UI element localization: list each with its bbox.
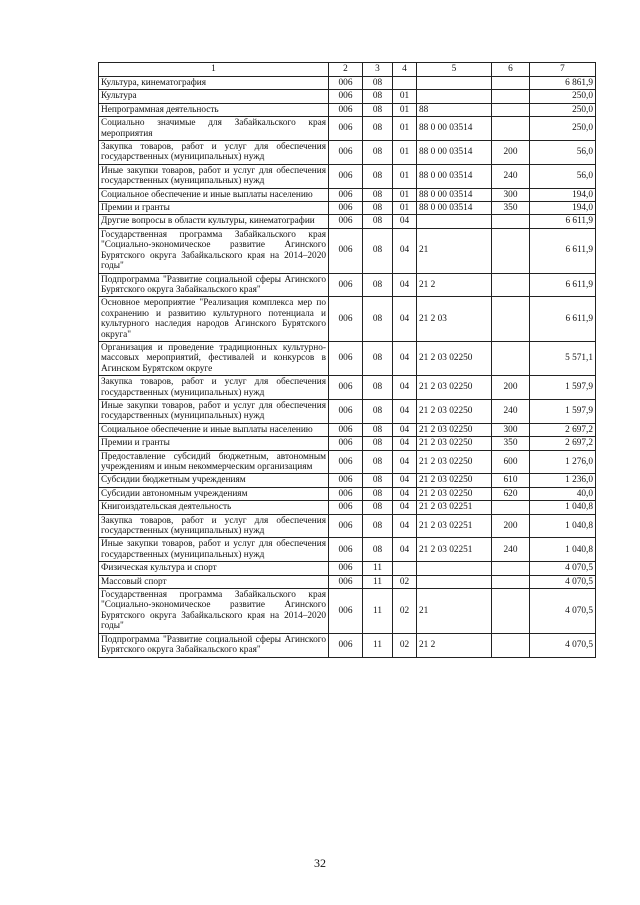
expense-type-cell: 200 (492, 376, 530, 400)
page-number: 32 (314, 856, 326, 870)
section-code-cell: 08 (363, 90, 393, 103)
subsection-code-cell: 04 (393, 487, 417, 500)
row-name-cell: Подпрограмма "Развитие социальной сферы Агинского Бурятского округа Забайкальского края" (99, 273, 329, 297)
section-code-cell: 08 (363, 164, 393, 188)
amount-cell: 2 697,2 (530, 423, 596, 436)
target-article-cell: 21 2 03 02250 (417, 437, 492, 450)
expense-type-cell (492, 90, 530, 103)
target-article-cell (417, 90, 492, 103)
amount-cell: 4 070,5 (530, 562, 596, 575)
ministry-code-cell: 006 (329, 117, 363, 141)
subsection-code-cell: 04 (393, 450, 417, 474)
subsection-code-cell: 04 (393, 228, 417, 273)
ministry-code-cell: 006 (329, 228, 363, 273)
amount-cell: 5 571,1 (530, 341, 596, 375)
header-cell: 7 (530, 63, 596, 77)
expense-type-cell (492, 297, 530, 342)
expense-type-cell: 620 (492, 487, 530, 500)
table-row (99, 228, 596, 273)
amount-cell: 194,0 (530, 202, 596, 215)
ministry-code-cell: 006 (329, 376, 363, 400)
subsection-code-cell: 04 (393, 341, 417, 375)
target-article-cell: 21 2 03 02250 (417, 376, 492, 400)
amount-cell: 6 611,9 (530, 215, 596, 228)
row-name-cell: Культура, кинематография (99, 77, 329, 90)
subsection-code-cell: 02 (393, 589, 417, 634)
expense-type-cell: 200 (492, 514, 530, 538)
expense-type-cell (492, 633, 530, 657)
row-name-cell: Книгоиздательская деятельность (99, 501, 329, 514)
ministry-code-cell: 006 (329, 77, 363, 90)
amount-cell: 250,0 (530, 90, 596, 103)
amount-cell: 6 611,9 (530, 228, 596, 273)
table-body (99, 63, 596, 658)
expense-type-cell (492, 562, 530, 575)
amount-cell: 6 861,9 (530, 77, 596, 90)
table-row (99, 487, 596, 500)
header-row (99, 63, 596, 77)
subsection-code-cell: 01 (393, 90, 417, 103)
amount-cell: 1 276,0 (530, 450, 596, 474)
table-row (99, 514, 596, 538)
amount-cell: 1 236,0 (530, 474, 596, 487)
row-name-cell: Социальное обеспечение и иные выплаты населению (99, 423, 329, 436)
section-code-cell: 08 (363, 501, 393, 514)
target-article-cell: 21 2 03 02250 (417, 399, 492, 423)
amount-cell: 1 597,9 (530, 376, 596, 400)
table-row (99, 376, 596, 400)
amount-cell: 1 040,8 (530, 501, 596, 514)
table-row (99, 399, 596, 423)
section-code-cell: 08 (363, 103, 393, 116)
amount-cell: 250,0 (530, 117, 596, 141)
target-article-cell: 21 (417, 589, 492, 634)
ministry-code-cell: 006 (329, 164, 363, 188)
table-row (99, 215, 596, 228)
header-cell: 2 (329, 63, 363, 77)
section-code-cell: 08 (363, 538, 393, 562)
target-article-cell: 21 2 (417, 273, 492, 297)
expense-type-cell: 600 (492, 450, 530, 474)
target-article-cell: 21 2 03 02250 (417, 474, 492, 487)
amount-cell: 4 070,5 (530, 575, 596, 588)
section-code-cell: 08 (363, 188, 393, 201)
table-row (99, 450, 596, 474)
subsection-code-cell: 04 (393, 437, 417, 450)
ministry-code-cell: 006 (329, 538, 363, 562)
table-row (99, 341, 596, 375)
amount-cell: 56,0 (530, 164, 596, 188)
table-row (99, 90, 596, 103)
amount-cell: 4 070,5 (530, 633, 596, 657)
target-article-cell: 21 2 03 02250 (417, 487, 492, 500)
target-article-cell: 21 2 03 02251 (417, 501, 492, 514)
budget-table (98, 62, 596, 658)
expense-type-cell: 350 (492, 202, 530, 215)
table-row (99, 117, 596, 141)
amount-cell: 1 040,8 (530, 514, 596, 538)
row-name-cell: Социальное обеспечение и иные выплаты населению (99, 188, 329, 201)
subsection-code-cell: 01 (393, 103, 417, 116)
table-row (99, 633, 596, 657)
subsection-code-cell: 02 (393, 633, 417, 657)
target-article-cell: 88 0 00 03514 (417, 141, 492, 165)
expense-type-cell (492, 501, 530, 514)
target-article-cell: 21 2 03 02251 (417, 514, 492, 538)
subsection-code-cell: 04 (393, 423, 417, 436)
table-row (99, 141, 596, 165)
ministry-code-cell: 006 (329, 341, 363, 375)
subsection-code-cell: 04 (393, 538, 417, 562)
row-name-cell: Основное мероприятие "Реализация комплекса мер по сохранению и развитию культурного потенциала и культурного наследия народов Агинского Бурятского округа" (99, 297, 329, 342)
target-article-cell: 21 2 03 02250 (417, 450, 492, 474)
expense-type-cell (492, 228, 530, 273)
expense-type-cell: 610 (492, 474, 530, 487)
ministry-code-cell: 006 (329, 297, 363, 342)
subsection-code-cell: 04 (393, 399, 417, 423)
subsection-code-cell: 02 (393, 575, 417, 588)
table-row (99, 202, 596, 215)
target-article-cell (417, 77, 492, 90)
subsection-code-cell: 01 (393, 188, 417, 201)
expense-type-cell: 350 (492, 437, 530, 450)
row-name-cell: Закупка товаров, работ и услуг для обеспечения государственных (муниципальных) нужд (99, 514, 329, 538)
row-name-cell: Закупка товаров, работ и услуг для обеспечения государственных (муниципальных) нужд (99, 141, 329, 165)
row-name-cell: Премии и гранты (99, 437, 329, 450)
amount-cell: 6 611,9 (530, 273, 596, 297)
target-article-cell (417, 562, 492, 575)
row-name-cell: Непрограммная деятельность (99, 103, 329, 116)
target-article-cell: 21 2 03 (417, 297, 492, 342)
target-article-cell: 21 2 (417, 633, 492, 657)
subsection-code-cell: 04 (393, 297, 417, 342)
section-code-cell: 08 (363, 202, 393, 215)
row-name-cell: Подпрограмма "Развитие социальной сферы Агинского Бурятского округа Забайкальского края" (99, 633, 329, 657)
table-row (99, 297, 596, 342)
target-article-cell (417, 215, 492, 228)
target-article-cell: 88 0 00 03514 (417, 164, 492, 188)
section-code-cell: 08 (363, 117, 393, 141)
section-code-cell: 08 (363, 341, 393, 375)
subsection-code-cell (393, 77, 417, 90)
target-article-cell: 21 2 03 02250 (417, 423, 492, 436)
amount-cell: 6 611,9 (530, 297, 596, 342)
target-article-cell: 21 2 03 02251 (417, 538, 492, 562)
row-name-cell: Государственная программа Забайкальского края "Социально-экономическое развитие Агинского Бурятского округа Забайкальского края на 2014–2020 годы" (99, 228, 329, 273)
row-name-cell: Организация и проведение традиционных культурно-массовых мероприятий, фестивалей и конкурсов в Агинском Бурятском округе (99, 341, 329, 375)
subsection-code-cell: 01 (393, 164, 417, 188)
amount-cell: 1 597,9 (530, 399, 596, 423)
section-code-cell: 11 (363, 633, 393, 657)
row-name-cell: Субсидии автономным учреждениям (99, 487, 329, 500)
amount-cell: 2 697,2 (530, 437, 596, 450)
section-code-cell: 08 (363, 474, 393, 487)
expense-type-cell (492, 341, 530, 375)
table-row (99, 589, 596, 634)
section-code-cell: 08 (363, 297, 393, 342)
amount-cell: 250,0 (530, 103, 596, 116)
table-row (99, 474, 596, 487)
amount-cell: 4 070,5 (530, 589, 596, 634)
row-name-cell: Предоставление субсидий бюджетным, автономным учреждениям и иным некоммерческим организациям (99, 450, 329, 474)
row-name-cell: Иные закупки товаров, работ и услуг для обеспечения государственных (муниципальных) нужд (99, 399, 329, 423)
table-row (99, 273, 596, 297)
expense-type-cell (492, 273, 530, 297)
ministry-code-cell: 006 (329, 273, 363, 297)
ministry-code-cell: 006 (329, 399, 363, 423)
section-code-cell: 08 (363, 376, 393, 400)
expense-type-cell: 240 (492, 538, 530, 562)
table-row (99, 77, 596, 90)
header-cell: 3 (363, 63, 393, 77)
table-row (99, 423, 596, 436)
target-article-cell: 88 0 00 03514 (417, 188, 492, 201)
ministry-code-cell: 006 (329, 202, 363, 215)
amount-cell: 194,0 (530, 188, 596, 201)
subsection-code-cell: 04 (393, 514, 417, 538)
subsection-code-cell: 01 (393, 117, 417, 141)
subsection-code-cell: 01 (393, 202, 417, 215)
row-name-cell: Иные закупки товаров, работ и услуг для обеспечения государственных (муниципальных) нужд (99, 538, 329, 562)
section-code-cell: 08 (363, 487, 393, 500)
ministry-code-cell: 006 (329, 589, 363, 634)
table-row (99, 562, 596, 575)
ministry-code-cell: 006 (329, 474, 363, 487)
expense-type-cell (492, 589, 530, 634)
section-code-cell: 08 (363, 141, 393, 165)
header-cell: 6 (492, 63, 530, 77)
section-code-cell: 08 (363, 437, 393, 450)
ministry-code-cell: 006 (329, 215, 363, 228)
row-name-cell: Социально значимые для Забайкальского края мероприятия (99, 117, 329, 141)
ministry-code-cell: 006 (329, 562, 363, 575)
expense-type-cell (492, 77, 530, 90)
row-name-cell: Физическая культура и спорт (99, 562, 329, 575)
table-row (99, 437, 596, 450)
section-code-cell: 08 (363, 77, 393, 90)
amount-cell: 1 040,8 (530, 538, 596, 562)
subsection-code-cell (393, 562, 417, 575)
table-row (99, 103, 596, 116)
ministry-code-cell: 006 (329, 450, 363, 474)
section-code-cell: 08 (363, 228, 393, 273)
subsection-code-cell: 04 (393, 474, 417, 487)
expense-type-cell: 240 (492, 399, 530, 423)
row-name-cell: Субсидии бюджетным учреждениям (99, 474, 329, 487)
row-name-cell: Закупка товаров, работ и услуг для обеспечения государственных (муниципальных) нужд (99, 376, 329, 400)
section-code-cell: 11 (363, 575, 393, 588)
table-row (99, 538, 596, 562)
row-name-cell: Иные закупки товаров, работ и услуг для обеспечения государственных (муниципальных) нужд (99, 164, 329, 188)
ministry-code-cell: 006 (329, 487, 363, 500)
target-article-cell: 21 (417, 228, 492, 273)
subsection-code-cell: 04 (393, 501, 417, 514)
ministry-code-cell: 006 (329, 423, 363, 436)
header-cell: 4 (393, 63, 417, 77)
ministry-code-cell: 006 (329, 501, 363, 514)
subsection-code-cell: 04 (393, 215, 417, 228)
target-article-cell: 88 (417, 103, 492, 116)
expense-type-cell (492, 117, 530, 141)
table-row (99, 164, 596, 188)
section-code-cell: 08 (363, 423, 393, 436)
row-name-cell: Культура (99, 90, 329, 103)
ministry-code-cell: 006 (329, 633, 363, 657)
expense-type-cell: 200 (492, 141, 530, 165)
section-code-cell: 08 (363, 399, 393, 423)
subsection-code-cell: 04 (393, 376, 417, 400)
table-row (99, 188, 596, 201)
section-code-cell: 08 (363, 273, 393, 297)
ministry-code-cell: 006 (329, 437, 363, 450)
expense-type-cell: 240 (492, 164, 530, 188)
expense-type-cell: 300 (492, 423, 530, 436)
ministry-code-cell: 006 (329, 141, 363, 165)
section-code-cell: 08 (363, 450, 393, 474)
table-row (99, 501, 596, 514)
amount-cell: 56,0 (530, 141, 596, 165)
amount-cell: 40,0 (530, 487, 596, 500)
section-code-cell: 11 (363, 562, 393, 575)
subsection-code-cell: 01 (393, 141, 417, 165)
ministry-code-cell: 006 (329, 188, 363, 201)
target-article-cell: 88 0 00 03514 (417, 117, 492, 141)
subsection-code-cell: 04 (393, 273, 417, 297)
ministry-code-cell: 006 (329, 103, 363, 116)
ministry-code-cell: 006 (329, 514, 363, 538)
row-name-cell: Государственная программа Забайкальского края "Социально-экономическое развитие Агинского Бурятского округа Забайкальского края на 2014–2020 годы" (99, 589, 329, 634)
row-name-cell: Другие вопросы в области культуры, кинематографии (99, 215, 329, 228)
section-code-cell: 08 (363, 514, 393, 538)
expense-type-cell (492, 575, 530, 588)
expense-type-cell (492, 215, 530, 228)
target-article-cell: 88 0 00 03514 (417, 202, 492, 215)
header-cell: 1 (99, 63, 329, 77)
section-code-cell: 08 (363, 215, 393, 228)
ministry-code-cell: 006 (329, 90, 363, 103)
row-name-cell: Массовый спорт (99, 575, 329, 588)
ministry-code-cell: 006 (329, 575, 363, 588)
header-cell: 5 (417, 63, 492, 77)
expense-type-cell (492, 103, 530, 116)
target-article-cell: 21 2 03 02250 (417, 341, 492, 375)
table-row (99, 575, 596, 588)
section-code-cell: 11 (363, 589, 393, 634)
target-article-cell (417, 575, 492, 588)
expense-type-cell: 300 (492, 188, 530, 201)
row-name-cell: Премии и гранты (99, 202, 329, 215)
